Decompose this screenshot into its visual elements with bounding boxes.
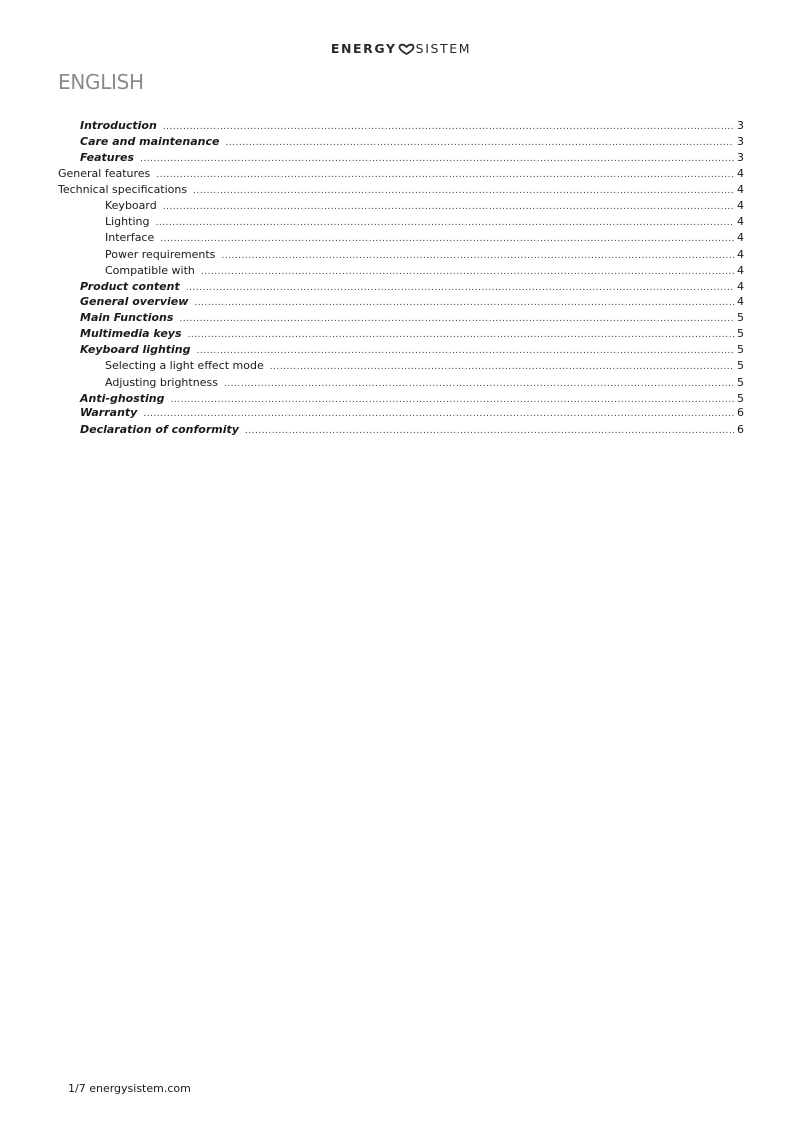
toc-entry[interactable] <box>80 423 744 436</box>
toc-entry-label: Keyboard <box>105 199 157 212</box>
toc-entry-page: 3 <box>737 151 744 164</box>
toc-entry[interactable] <box>105 359 744 372</box>
toc-entry[interactable] <box>105 376 744 389</box>
toc-entry[interactable] <box>80 343 744 356</box>
toc-entry-page: 4 <box>737 199 744 212</box>
toc-entry-label: Main Functions <box>80 311 174 324</box>
toc-entry[interactable] <box>105 264 744 277</box>
toc-entry-label: Power requirements <box>105 248 216 261</box>
toc-entry-page: 3 <box>737 119 744 132</box>
toc-leader-dots <box>224 379 734 389</box>
toc-entry[interactable] <box>80 151 744 164</box>
logo-text-sistem: SISTEM <box>415 41 472 56</box>
toc-entry-page: 6 <box>737 406 744 419</box>
toc-entry-page: 4 <box>737 183 744 196</box>
language-heading: ENGLISH <box>58 70 144 94</box>
toc-entry-label: Keyboard lighting <box>80 343 191 356</box>
toc-entry[interactable] <box>80 295 744 308</box>
toc-entry-label: Care and maintenance <box>80 135 220 148</box>
toc-entry-label: Interface <box>105 231 155 244</box>
toc-entry[interactable] <box>58 167 744 180</box>
toc-entry-page: 5 <box>737 343 744 356</box>
logo-text-energy: ENERGY <box>330 41 397 56</box>
toc-leader-dots <box>186 283 734 293</box>
toc-entry-page: 5 <box>737 376 744 389</box>
toc-entry-page: 4 <box>737 248 744 261</box>
toc-leader-dots <box>225 138 734 148</box>
toc-entry[interactable] <box>80 119 744 132</box>
toc-leader-dots <box>194 298 734 308</box>
toc-entry-label: General overview <box>80 295 189 308</box>
toc-entry-page: 5 <box>737 311 744 324</box>
toc-entry-label: Adjusting brightness <box>105 376 218 389</box>
toc-entry-label: Lighting <box>105 215 150 228</box>
brand-logo <box>0 41 802 56</box>
toc-leader-dots <box>221 251 734 261</box>
toc-leader-dots <box>270 362 734 372</box>
toc-entry-label: Features <box>80 151 135 164</box>
toc-entry[interactable] <box>80 135 744 148</box>
toc-leader-dots <box>245 426 734 436</box>
toc-entry[interactable] <box>105 215 744 228</box>
toc-entry-label: Technical specifications <box>58 183 188 196</box>
toc-entry-page: 4 <box>737 264 744 277</box>
toc-entry-label: General features <box>58 167 151 180</box>
toc-entry-label: Warranty <box>80 406 138 419</box>
toc-leader-dots <box>163 122 734 132</box>
toc-entry[interactable] <box>80 406 744 419</box>
toc-entry-page: 4 <box>737 231 744 244</box>
toc-entry[interactable] <box>80 311 744 324</box>
toc-entry-label: Compatible with <box>105 264 195 277</box>
toc-entry-page: 4 <box>737 215 744 228</box>
toc-entry-label: Product content <box>80 280 180 293</box>
toc-entry[interactable] <box>105 199 744 212</box>
toc-leader-dots <box>179 314 734 324</box>
toc-leader-dots <box>188 330 735 340</box>
heart-check-icon <box>398 43 415 55</box>
toc-entry-page: 4 <box>737 295 744 308</box>
toc-entry[interactable] <box>105 231 744 244</box>
toc-entry-label: Declaration of conformity <box>80 423 239 436</box>
toc-entry[interactable] <box>105 248 744 261</box>
toc-entry-page: 5 <box>737 359 744 372</box>
toc-leader-dots <box>160 234 734 244</box>
toc-leader-dots <box>155 218 734 228</box>
toc-entry-label: Selecting a light effect mode <box>105 359 264 372</box>
toc-leader-dots <box>197 346 734 356</box>
toc-leader-dots <box>170 395 734 405</box>
toc-entry-page: 5 <box>737 392 744 405</box>
toc-leader-dots <box>156 170 734 180</box>
toc-entry[interactable] <box>80 280 744 293</box>
toc-leader-dots <box>143 409 734 419</box>
toc-leader-dots <box>140 154 734 164</box>
toc-entry-page: 3 <box>737 135 744 148</box>
toc-entry-label: Introduction <box>80 119 157 132</box>
toc-entry-page: 6 <box>737 423 744 436</box>
toc-entry-page: 4 <box>737 167 744 180</box>
toc-entry[interactable] <box>58 183 744 196</box>
toc-entry-page: 4 <box>737 280 744 293</box>
toc-entry-label: Multimedia keys <box>80 327 182 340</box>
toc-entry[interactable] <box>80 327 744 340</box>
toc-leader-dots <box>193 186 734 196</box>
page-footer: 1/7 energysistem.com <box>68 1082 191 1095</box>
toc-entry-label: Anti-ghosting <box>80 392 165 405</box>
toc-entry[interactable] <box>80 392 744 405</box>
toc-leader-dots <box>163 202 734 212</box>
toc-leader-dots <box>201 267 734 277</box>
toc-entry-page: 5 <box>737 327 744 340</box>
